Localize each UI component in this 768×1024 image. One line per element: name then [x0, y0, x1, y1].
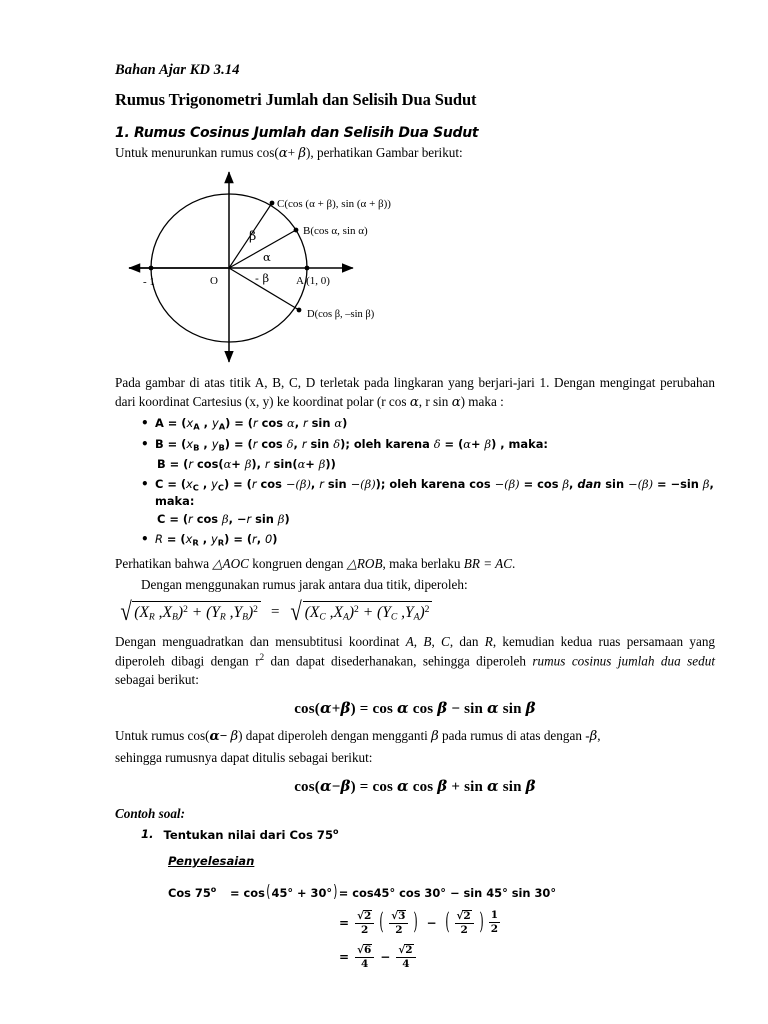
paren-close-2: ) [478, 909, 484, 936]
selisih-d: , [597, 728, 601, 744]
selisih-c: pada rumus di atas dengan - [438, 728, 590, 744]
radicand-left: (XR ,XB)$^2$ + (YR ,YB)$^2$ [132, 601, 261, 623]
minus-1: − [426, 915, 437, 930]
para1-line2c: ) maka : [460, 393, 504, 409]
fraction-sqrt2-over-2b: $\frac{√2}{2}$ [455, 910, 474, 936]
equals-2: = [339, 915, 350, 930]
kuadrat-a: Dengan menguadratkan dan mensubtitusi koordinat [115, 633, 406, 649]
unit-circle-figure [115, 164, 715, 374]
bullet-A-main: $A = (x_A$ , $y_A) = (r$ cos α, r sin α) [155, 415, 348, 431]
paragraph-selisih [115, 727, 715, 747]
worked-lhs [168, 885, 230, 900]
section-heading [115, 125, 715, 141]
example-number: 1. [141, 826, 154, 841]
label-angle-alpha: α [263, 250, 271, 265]
kuadrat-dan: , dan [449, 633, 485, 649]
list-item [141, 416, 715, 433]
list-item [141, 437, 715, 472]
worked-lhs-text: Cos 75 [168, 885, 211, 900]
degree-symbol-2: o [210, 884, 217, 894]
kongruen-c: , maka berlaku [382, 555, 464, 571]
triangle-AOC: △AOC [212, 555, 249, 571]
worked-rhs: = cos(45° + 30°)= cos45° cos 30° − sin 45° sin 30° [230, 881, 557, 902]
fraction-sqrt2-over-4: $\frac{√2}{4}$ [396, 944, 415, 970]
bullet-B-main: $B = (x_B$ , $y_B) = (r$ cos δ, r sin δ); oleh karena δ = (α+ β) , maka: [155, 437, 548, 453]
radical-left [119, 597, 261, 627]
formula-cos-diff: cos(α−β) = cos α cos β + sin α sin β [294, 776, 536, 795]
beta-symbol-4: β [589, 729, 598, 745]
alpha-symbol-2: α [409, 394, 419, 410]
section-heading-text: Rumus Cosinus Jumlah dan Selisih Dua Sudut [134, 125, 479, 141]
beta-symbol-2: β [230, 729, 239, 745]
worked-line-3 [336, 944, 715, 970]
label-point-A: A (1, 0) [296, 275, 330, 288]
alpha-symbol-4: α [209, 729, 220, 745]
paragraph-jarak: Dengan menggunakan rumus jarak antara dua titik, diperoleh: [141, 576, 468, 592]
equals-sign: = [270, 603, 280, 620]
radical-sign-right: √ [290, 597, 303, 627]
section-number: 1. [115, 125, 130, 141]
lead-after: ), perhatikan Gambar berikut: [305, 145, 463, 160]
label-angle-minus-beta: - β [255, 271, 270, 286]
lead-before: Untuk menurunkan rumus cos( [115, 145, 279, 160]
label-origin: O [210, 275, 218, 288]
kongruen-d: . [512, 555, 516, 571]
var-A: A [405, 633, 414, 649]
label-point-C: C(cos (α + β), sin (α + β)) [277, 198, 391, 211]
paren-close-1: ) [413, 909, 419, 936]
fraction-1-over-2: $\frac{1}{2}$ [490, 909, 499, 936]
paren-open-1: ( [379, 909, 385, 936]
fraction-sqrt2-over-2: $\frac{√2}{2}$ [355, 910, 374, 936]
kuadrat-d: sebagai berikut: [115, 672, 199, 688]
formula-cos-sum-wrap [115, 699, 715, 718]
section-lead [115, 144, 715, 162]
worked-solution [168, 881, 715, 971]
example-question [163, 827, 338, 842]
coordinate-bullet-list [115, 416, 715, 549]
bullet-B-cont: B = (r cos(α+ β), r sin(α+ β)) [157, 456, 336, 471]
var-R: R [484, 633, 493, 649]
unit-circle-svg [115, 164, 715, 374]
distance-formula [115, 597, 715, 627]
rumus-italic: rumus cosinus jumlah dua sedut [532, 653, 715, 669]
var-B: B [423, 633, 432, 649]
worked-line-1 [168, 881, 715, 902]
para1-line2b: , r sin [418, 393, 452, 409]
list-item [141, 477, 715, 527]
point-A [305, 266, 310, 271]
para1-line2a: perubahan dari koordinat Cartesius (x, y) ke koordinat polar (r cos [115, 375, 715, 409]
point-minus-one [149, 266, 154, 271]
triangle-ROB: △ROB [346, 555, 383, 571]
example-problem [141, 827, 715, 842]
bullet-C-cont: C = (r cos β, −r sin β) [157, 511, 290, 526]
formula-cos-diff-wrap [115, 777, 715, 796]
var-C: C [441, 633, 450, 649]
minus-2: − [380, 950, 391, 965]
radicand-right: (XC ,XA)$^2$ + (YC ,YA)$^2$ [303, 601, 433, 623]
paren-open-2: ( [444, 909, 450, 936]
degree-symbol: o [333, 826, 339, 836]
kongruen-a: Perhatikan bahwa [115, 555, 213, 571]
point-D [297, 308, 302, 313]
example-heading: Contoh soal: [115, 805, 185, 821]
document-content [115, 62, 715, 970]
kongruen-b: kongruen dengan [248, 555, 347, 571]
paragraph-kongruen [115, 555, 715, 574]
exponent-2: 2 [259, 652, 265, 663]
point-B [294, 228, 299, 233]
kuadrat-c: dan dapat disederhanakan, sehingga diperoleh [264, 653, 533, 669]
para1-line1: Pada gambar di atas titik A, B, C, D terletak pada lingkaran yang berjari-jari 1. Dengan mengingat [115, 375, 656, 391]
beta-symbol-3: β [431, 729, 439, 745]
solution-label: Penyelesaian [168, 853, 255, 868]
document-kicker: Bahan Ajar KD 3.14 [115, 62, 240, 78]
alpha-symbol-3: α [451, 394, 461, 410]
radical-right [289, 597, 432, 627]
radical-sign-left: √ [120, 597, 132, 627]
label-angle-beta: β [249, 228, 257, 244]
example-question-text: Tentukan nilai dari Cos 75 [163, 827, 334, 842]
equals-3: = [339, 950, 350, 965]
alpha-symbol: α [278, 146, 288, 161]
formula-cos-sum: cos(α+β) = cos α cos β − sin α sin β [294, 699, 536, 718]
paragraph-koordinat [115, 374, 715, 412]
paragraph-selisih-line2: sehingga rumusnya dapat ditulis sebagai berikut: [115, 749, 373, 765]
paragraph-menguadratkan: Dengan menguadratkan dan mensubtitusi koordinat A, B, C, dan R, kemudian kedua ruas persamaan yang diperoleh dibagi dengan $r^2$ dan dapat disederhanakan, sehingga diperoleh rumus cosinus jumlah dua sedut sebagai berikut: [115, 633, 716, 688]
var-r: r [255, 653, 260, 669]
worked-line-2 [336, 910, 715, 936]
bullet-R-main: $R = (x_R$ , $y_R) = (r$, 0) [155, 532, 278, 548]
beta-symbol: β [298, 146, 306, 161]
list-item [141, 532, 715, 549]
equality-BR-AC: BR = AC [463, 555, 513, 571]
fraction-sqrt3-over-2: $\frac{√3}{2}$ [389, 910, 408, 936]
label-point-D: D(cos β, –sin β) [307, 309, 375, 321]
point-C [270, 201, 275, 206]
lead-plus: + [287, 145, 299, 160]
label-point-B: B(cos α, sin α) [303, 225, 368, 238]
label-minus-one: - 1 [143, 276, 155, 289]
bullet-C-main: $C = (x_C$ , $y_C) = (r$ cos −(β), r sin −(β)); oleh karena cos −(β) = cos β, dan sin −(β) = −sin β, maka: [155, 477, 714, 508]
fraction-sqrt6-over-4: $\frac{√6}{4}$ [355, 944, 374, 970]
selisih-b: ) dapat diperoleh dengan mengganti [238, 728, 432, 744]
page-title: Rumus Trigonometri Jumlah dan Selisih Dua Sudut [115, 90, 477, 109]
kuadrat-b: , kemudian kedua ruas persamaan yang diperoleh dibagi dengan [115, 633, 716, 669]
selisih-a: Untuk rumus cos( [115, 728, 210, 744]
selisih-minus: − [219, 728, 231, 744]
